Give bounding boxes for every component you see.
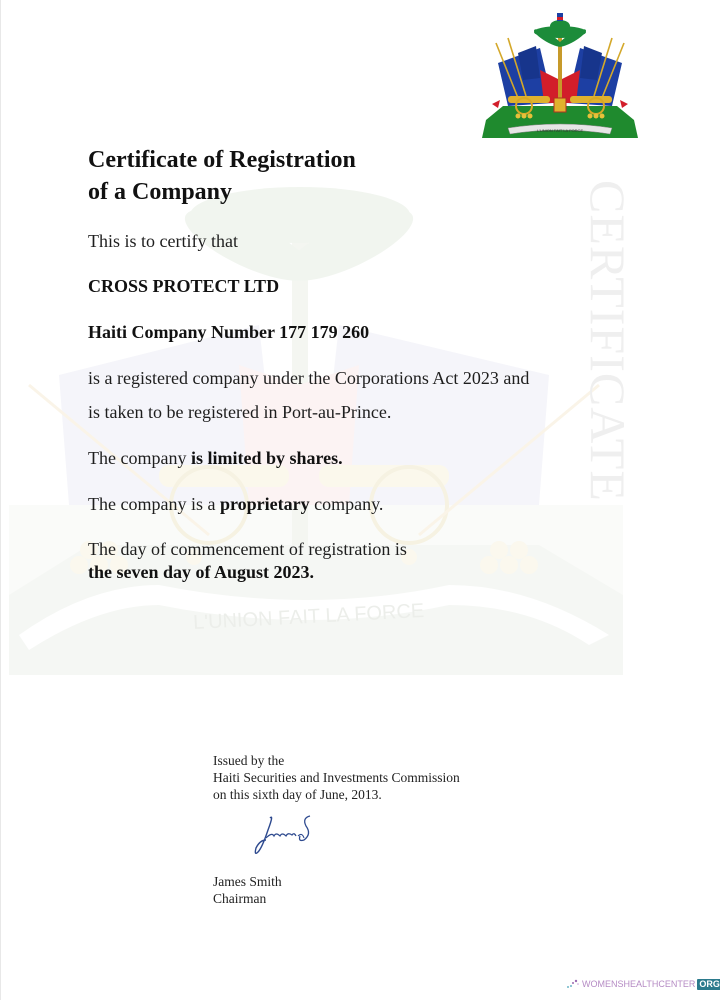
signer-name: James Smith [213, 874, 282, 889]
registered-statement-line-2: is taken to be registered in Port-au-Prince. [88, 402, 392, 422]
svg-text:L'UNION FAIT LA FORCE: L'UNION FAIT LA FORCE [192, 599, 425, 635]
logo-text: WOMENSHEALTHCENTER [582, 979, 696, 989]
page-edge [0, 0, 1, 1000]
signature [248, 810, 328, 860]
registered-statement-line-1: is a registered company under the Corporations Act 2023 and [88, 368, 530, 388]
limited-by-shares: is limited by shares. [190, 448, 343, 468]
signer-title: Chairman [213, 891, 267, 906]
commencement-line: The day of commencement of registration is [88, 539, 407, 559]
issuer-block [213, 752, 460, 803]
company-number: Haiti Company Number 177 179 260 [88, 322, 370, 342]
haiti-coat-of-arms [478, 8, 642, 142]
proprietary-word: proprietary [219, 494, 310, 514]
proprietary-suffix: company. [309, 494, 384, 514]
signer-block [213, 873, 282, 907]
issued-by-label: Issued by the [213, 753, 285, 768]
company-name: CROSS PROTECT LTD [88, 276, 280, 296]
certify-intro: This is to certify that [88, 231, 238, 251]
title-line-1: Certificate of Registration [88, 147, 356, 173]
limited-prefix: The company [88, 448, 191, 468]
certificate-watermark-text: CERTIFICATE [580, 180, 636, 502]
svg-text:L'UNION FAIT LA FORCE: L'UNION FAIT LA FORCE [536, 128, 584, 133]
commencement-date: the seven day of August 2023. [88, 562, 315, 582]
proprietary-statement [88, 493, 383, 515]
logo-org-badge: ORG [699, 978, 720, 989]
limited-by-shares-statement [88, 447, 343, 469]
proprietary-prefix: The company is a [88, 494, 220, 514]
womenshealthcenter-logo[interactable] [566, 977, 720, 991]
issuer-organization: Haiti Securities and Investments Commission [213, 770, 460, 785]
title-line-2: of a Company [88, 179, 233, 205]
issue-date: on this sixth day of June, 2013. [213, 787, 382, 802]
page-title [88, 144, 356, 208]
logo-dots-icon [566, 979, 580, 989]
